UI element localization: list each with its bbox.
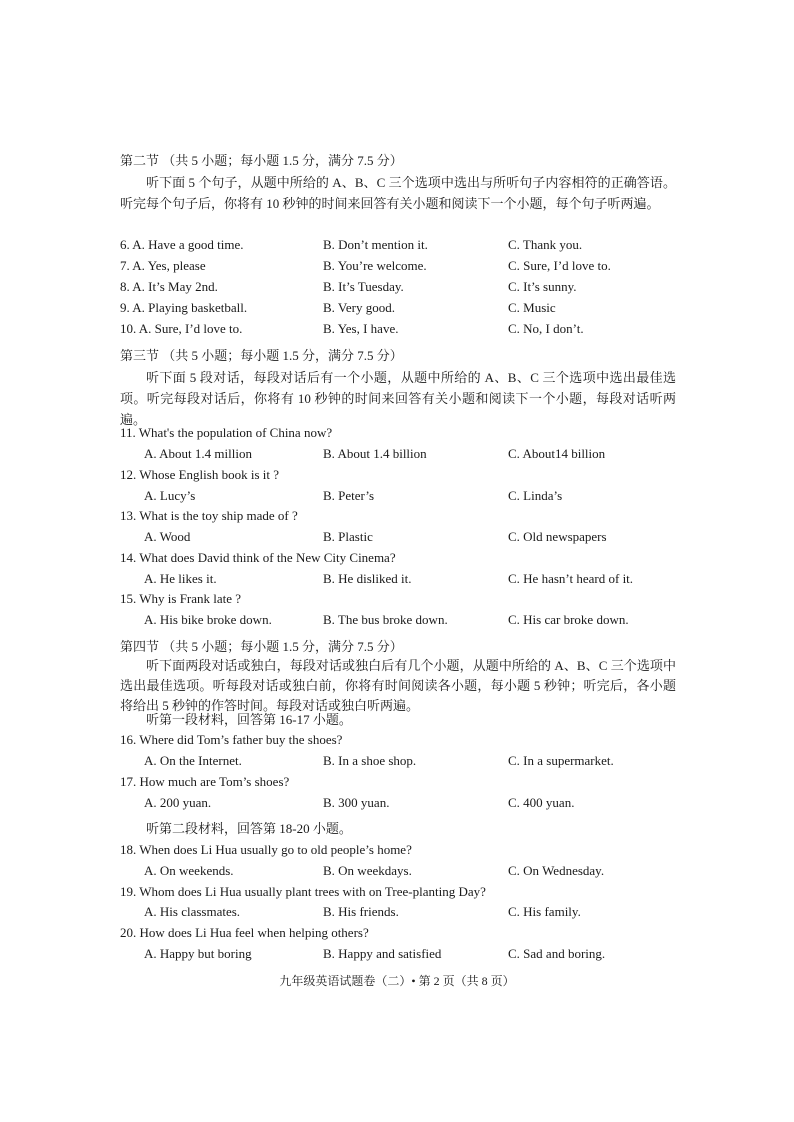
option-b: B. On weekdays. [323,863,412,878]
option-a: 9. A. Playing basketball. [120,300,248,315]
option-a: A. His classmates. [144,904,241,919]
option-b: B. The bus broke down. [323,612,448,627]
option-c: C. About14 billion [508,446,606,461]
option-b: B. He disliked it. [323,571,412,586]
option-c: C. Linda’s [508,488,563,503]
section-3-title: 第三节 （共 5 小题；每小题 1.5 分，满分 7.5 分） [120,348,403,363]
section-4-instructions: 听下面两段对话或独白，每段对话或独白后有几个小题，从题中所给的 A、B、C 三个选项中选出最佳选项。听每段对话或独白前，你将有时间阅读各小题，每小题 5 秒钟；听完后，各小题将给出 5 秒钟的作答时间。每段对话或独白听两遍。 [120,658,676,713]
question-prompt: 11. What's the population of China now? [120,425,333,440]
option-a: A. His bike broke down. [144,612,272,627]
option-b: B. Yes, I have. [323,321,399,336]
option-b: B. His friends. [323,904,399,919]
option-b: B. In a shoe shop. [323,753,417,768]
option-b: B. About 1.4 billion [323,446,427,461]
option-c: C. His family. [508,904,581,919]
option-a: A. Lucy’s [144,488,196,503]
option-c: C. Sad and boring. [508,946,606,961]
option-a: A. On the Internet. [144,753,242,768]
option-c: C. 400 yuan. [508,795,575,810]
option-b: B. It’s Tuesday. [323,279,404,294]
option-c: C. He hasn’t heard of it. [508,571,634,586]
question-prompt: 17. How much are Tom’s shoes? [120,774,290,789]
option-c: C. No, I don’t. [508,321,584,336]
option-c: C. Old newspapers [508,529,607,544]
option-c: C. In a supermarket. [508,753,614,768]
option-a: 10. A. Sure, I’d love to. [120,321,243,336]
option-a: 6. A. Have a good time. [120,237,244,252]
option-a: A. On weekends. [144,863,234,878]
option-b: B. You’re welcome. [323,258,427,273]
option-a: A. Happy but boring [144,946,252,961]
option-b: B. Peter’s [323,488,375,503]
option-c: C. Music [508,300,556,315]
question-prompt: 18. When does Li Hua usually go to old people’s home? [120,842,412,857]
option-a: A. About 1.4 million [144,446,252,461]
option-a: 8. A. It’s May 2nd. [120,279,218,294]
option-c: C. Thank you. [508,237,583,252]
question-prompt: 13. What is the toy ship made of ? [120,508,298,523]
section-2-title: 第二节 （共 5 小题；每小题 1.5 分，满分 7.5 分） [120,153,403,168]
question-prompt: 12. Whose English book is it ? [120,467,280,482]
question-prompt: 20. How does Li Hua feel when helping others? [120,925,369,940]
option-b: B. Don’t mention it. [323,237,428,252]
material-2-note: 听第二段材料，回答第 18-20 小题。 [146,821,352,836]
material-1-note: 听第一段材料，回答第 16-17 小题。 [146,712,352,727]
option-b: B. Happy and satisfied [323,946,442,961]
option-b: B. Plastic [323,529,373,544]
question-prompt: 16. Where did Tom’s father buy the shoes? [120,732,343,747]
option-a: A. 200 yuan. [144,795,212,810]
option-b: B. Very good. [323,300,395,315]
section-2-instructions: 听下面 5 个句子，从题中所给的 A、B、C 三个选项中选出与所听句子内容相符的正确答语。听完每个句子后，你将有 10 秒钟的时间来回答有关小题和阅读下一个小题，每个句子听两遍。 [120,175,676,211]
option-b: B. 300 yuan. [323,795,390,810]
page-footer: 九年级英语试题卷（二）• 第 2 页（共 8 页） [279,974,515,988]
question-prompt: 15. Why is Frank late ? [120,591,242,606]
option-c: C. Sure, I’d love to. [508,258,611,273]
question-prompt: 19. Whom does Li Hua usually plant trees with on Tree-planting Day? [120,884,486,899]
option-a: A. Wood [144,529,191,544]
option-c: C. On Wednesday. [508,863,605,878]
option-a: 7. A. Yes, please [120,258,206,273]
section-4-title: 第四节 （共 5 小题；每小题 1.5 分，满分 7.5 分） [120,639,403,654]
section-3-instructions: 听下面 5 段对话，每段对话后有一个小题，从题中所给的 A、B、C 三个选项中选出最佳选项。听完每段对话后，你将有 10 秒钟的时间来回答有关小题和阅读下一个小题，每段对话听两遍。 [120,370,676,427]
option-a: A. He likes it. [144,571,217,586]
option-c: C. His car broke down. [508,612,629,627]
option-c: C. It’s sunny. [508,279,577,294]
question-prompt: 14. What does David think of the New City Cinema? [120,550,396,565]
